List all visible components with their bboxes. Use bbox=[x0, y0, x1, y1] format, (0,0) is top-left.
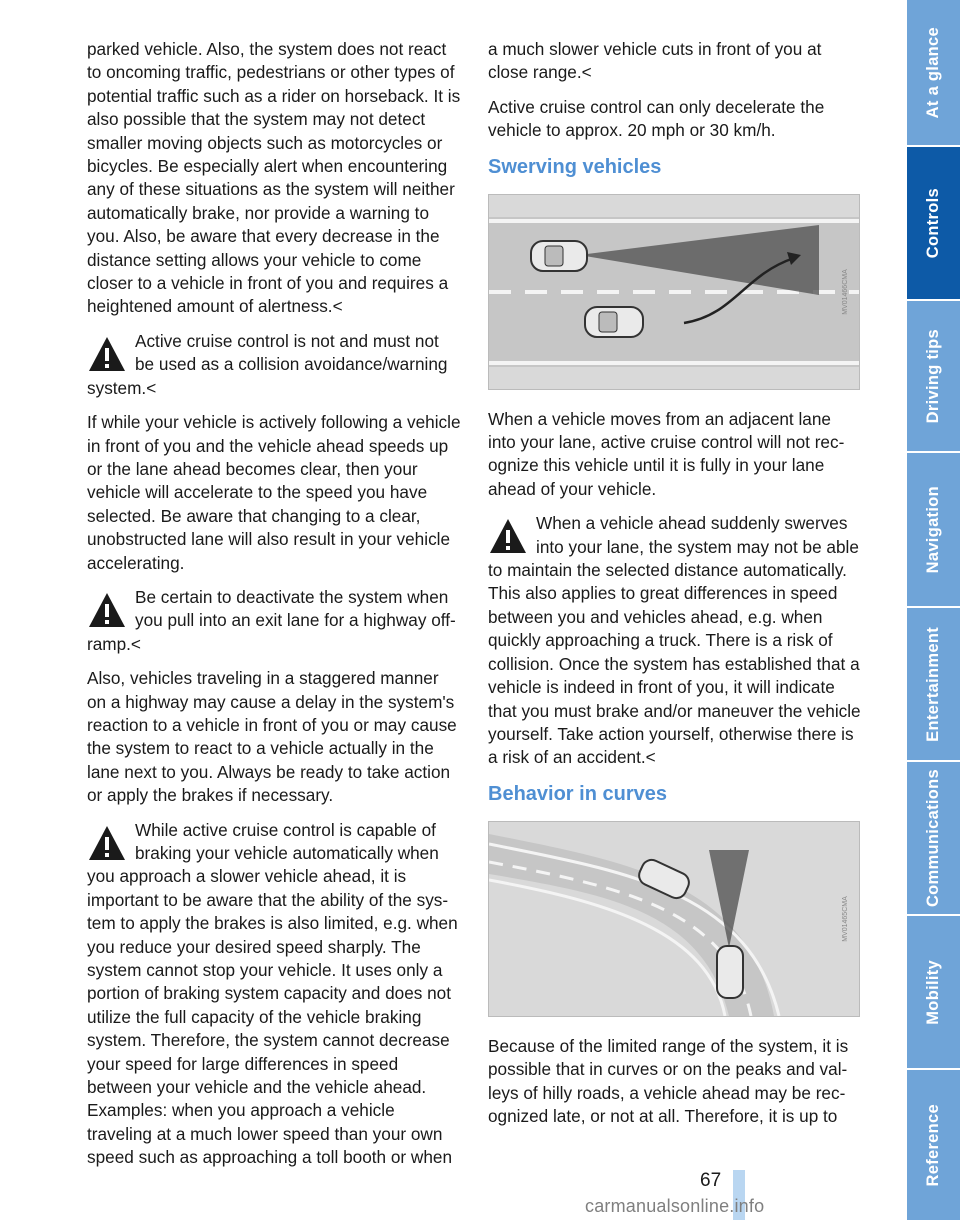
tab-reference[interactable]: Reference bbox=[924, 1103, 942, 1187]
warning-note bbox=[488, 512, 862, 769]
right-column bbox=[488, 38, 862, 1139]
tab-driving-tips[interactable]: Driving tips bbox=[924, 328, 942, 424]
paragraph: parked vehicle. Also, the system does not react to oncoming traffic, pedestrians or other types of potential traffic such as a rider on horseback. It is also possible that the system may not detect smaller moving objects such as motorcycles or bicycles. Be especially alert when encountering any of these situations as the system will neither automatically brake, nor provide a warning to you. Also, be aware that every decrease in the distance setting allows your vehicle to come closer to a vehicle in front of you and requires a heightened amount of alertness.< bbox=[87, 39, 461, 317]
tab-mobility[interactable]: Mobility bbox=[924, 959, 942, 1025]
chapter-tabs bbox=[907, 0, 960, 1220]
tab-at-a-glance[interactable]: At a glance bbox=[924, 26, 942, 119]
section-heading: Behavior in curves bbox=[488, 782, 667, 805]
paragraph: Because of the limited range of the system, it is possible that in curves or on the peaks and valleys of hilly roads, a vehicle ahead may be recognized late, or not at all. Therefore, it is up to bbox=[488, 1035, 849, 1126]
warning-triangle-icon bbox=[87, 590, 127, 630]
paragraph: If while your vehicle is actively following a vehicle in front of you and the vehicle ahead speeds up or the lane ahead becomes clear, then your vehicle will accelerate to the speed you have selected. Be aware that changing to a clear, unobstructed lane will also result in your vehicle accelerating. bbox=[87, 412, 461, 573]
warning-note bbox=[87, 586, 461, 656]
warning-text: When a vehicle ahead suddenly swerves into your lane, the system may not be able to maintain the selected distance automatically. This also applies to great differences in speed between you and vehicles ahead, e.g. when quickly approaching a truck. There is a risk of collision. Once the system has established that a vehicle is indeed in front of you, it will indicate that you must brake and/or maneuver the vehicle yourself. Take action yourself, otherwise there is a risk of an accident.< bbox=[488, 513, 861, 768]
warning-text: While active cruise control is capable of braking your vehicle automatically when you approach a slower vehicle ahead, it is important to be aware that the ability of the system to apply the brakes is also limited, e.g. when you reduce your desired speed sharply. The system cannot stop your vehicle. It uses only a portion of braking system capacity and does not utilize the full capacity of the vehicle braking system. Therefore, the system cannot decrease your speed for large differences in speed between your vehicle and the vehicle ahead. Examples: when you approach a vehicle traveling at a much lower speed than your own speed such as approaching a toll booth or when bbox=[87, 819, 458, 1168]
curves-illustration bbox=[488, 821, 860, 1017]
warning-note bbox=[87, 330, 461, 400]
paragraph: Also, vehicles traveling in a staggered manner on a highway may cause a delay in the system's reaction to a vehicle in front of you or may cause the system to react to a vehicle actually in the lane next to you. Always be ready to take action or apply the brakes if necessary. bbox=[87, 668, 457, 806]
tab-navigation[interactable]: Navigation bbox=[924, 485, 942, 574]
figure-code: MV01465CMA bbox=[841, 895, 849, 942]
tab-entertainment[interactable]: Entertainment bbox=[924, 626, 942, 742]
tab-communications[interactable]: Communications bbox=[924, 768, 942, 908]
swerving-vehicles-illustration bbox=[488, 194, 860, 390]
warning-triangle-icon bbox=[87, 823, 127, 863]
paragraph: When a vehicle moves from an adjacent lane into your lane, active cruise control will not recognize this vehicle until it is fully in your lane ahead of your vehicle. bbox=[488, 408, 845, 499]
page-number: 67 bbox=[700, 1170, 722, 1191]
warning-text: Be certain to deactivate the system when you pull into an exit lane for a highway off-ramp.< bbox=[87, 586, 456, 654]
left-column bbox=[87, 38, 461, 1181]
tab-controls[interactable]: Controls bbox=[907, 147, 960, 299]
watermark: carmanualsonline.info bbox=[585, 1196, 765, 1216]
warning-text: Active cruise control is not and must not be used as a collision avoidance/warning system.< bbox=[87, 330, 448, 398]
paragraph: Active cruise control can only decelerate the vehicle to approx. 20 mph or 30 km/h. bbox=[488, 96, 825, 141]
section-heading: Swerving vehicles bbox=[488, 155, 662, 178]
warning-triangle-icon bbox=[488, 516, 528, 556]
figure-code: MV01466CMA bbox=[841, 268, 849, 315]
paragraph: a much slower vehicle cuts in front of you at close range.< bbox=[488, 39, 822, 83]
warning-note bbox=[87, 819, 461, 1170]
warning-triangle-icon bbox=[87, 334, 127, 374]
